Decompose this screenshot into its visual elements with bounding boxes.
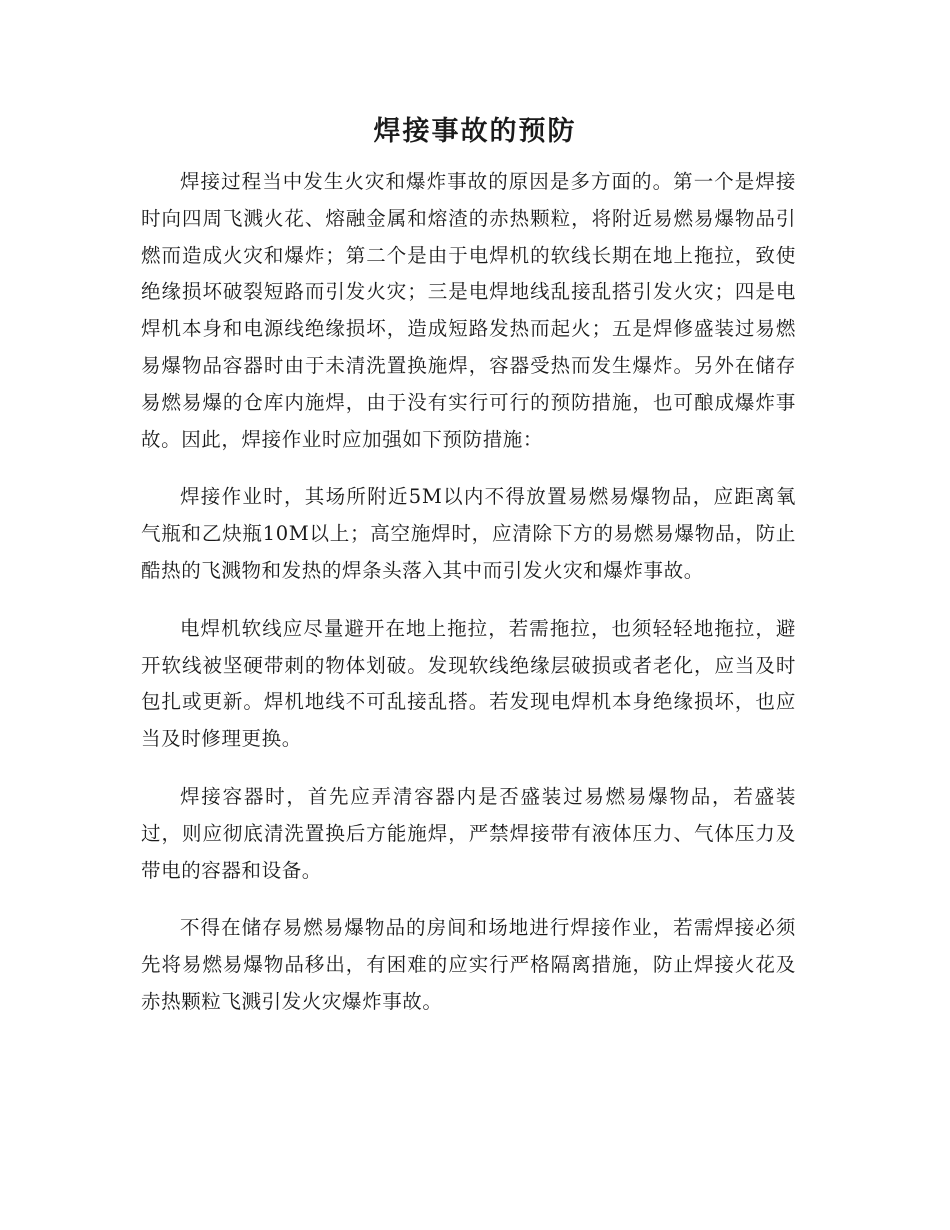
paragraph-storage-area: 不得在储存易燃易爆物品的房间和场地进行焊接作业，若需焊接必须先将易燃易爆物品移出，有困难的应实行严格隔离措施，防止焊接火花及赤热颗粒飞溅引发火灾爆炸事故。 bbox=[141, 916, 796, 1013]
paragraph-cable-care: 电焊机软线应尽量避开在地上拖拉，若需拖拉，也须轻轻地拖拉，避开软线被坚硬带刺的物体划破。发现软线绝缘层破损或者老化，应当及时包扎或更新。焊机地线不可乱接乱搭。若发现电焊机本身绝缘损坏，也应当及时修理更换。 bbox=[141, 616, 796, 751]
paragraph-distance-rule: 焊接作业时，其场所附近5M以内不得放置易燃易爆物品，应距离氧气瓶和乙炔瓶10M以上；高空施焊时，应清除下方的易燃易爆物品，防止酷热的飞溅物和发热的焊条头落入其中而引发火灾和爆炸事故。 bbox=[141, 485, 796, 582]
document-title: 焊接事故的预防 bbox=[373, 116, 577, 147]
paragraph-container-welding: 焊接容器时，首先应弄清容器内是否盛装过易燃易爆物品，若盛装过，则应彻底清洗置换后方能施焊，严禁焊接带有液体压力、气体压力及带电的容器和设备。 bbox=[141, 784, 796, 882]
paragraph-causes: 焊接过程当中发生火灾和爆炸事故的原因是多方面的。第一个是焊接时向四周飞溅火花、熔融金属和熔渣的赤热颗粒，将附近易燃易爆物品引燃而造成火灾和爆炸；第二个是由于电焊机的软线长期在地上拖拉，致使绝缘损坏破裂短路而引发火灾；三是电焊地线乱接乱搭引发火灾；四是电焊机本身和电源线绝缘损坏，造成短路发热而起火；五是焊修盛装过易燃易爆物品容器时由于未清洗置换施焊，容器受热而发生爆炸。另外在储存易燃易爆的仓库内施焊，由于没有实行可行的预防措施，也可酿成爆炸事故。因此，焊接作业时应加强如下预防措施： bbox=[141, 170, 796, 451]
document-body bbox=[141, 164, 796, 1042]
